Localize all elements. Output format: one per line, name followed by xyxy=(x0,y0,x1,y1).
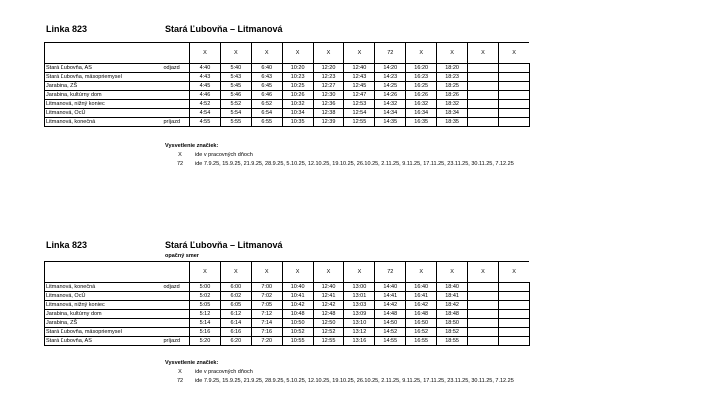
time-cell: 6:00 xyxy=(220,283,251,292)
time-cell xyxy=(468,283,499,292)
time-cell: 4:45 xyxy=(190,82,221,91)
time-cell xyxy=(468,64,499,73)
time-cell: 12:40 xyxy=(344,64,375,73)
time-cell: 10:32 xyxy=(282,100,313,109)
timetable-table xyxy=(44,261,530,346)
time-cell: 13:12 xyxy=(344,328,375,337)
legend xyxy=(165,360,514,387)
time-cell: 4:40 xyxy=(190,64,221,73)
time-cell: 5:02 xyxy=(190,292,221,301)
time-cell: 7:05 xyxy=(251,301,282,310)
stop-mark xyxy=(164,292,190,301)
table-row xyxy=(45,109,530,118)
time-cell xyxy=(498,82,529,91)
time-cell xyxy=(498,118,529,127)
time-cell: 10:41 xyxy=(282,292,313,301)
time-cell: 14:50 xyxy=(375,319,406,328)
time-cell: 16:48 xyxy=(406,310,437,319)
legend xyxy=(165,143,514,170)
stop-mark: odjazd xyxy=(164,64,190,73)
time-cell: 13:03 xyxy=(344,301,375,310)
table-row xyxy=(45,337,530,346)
time-cell: 5:54 xyxy=(220,109,251,118)
time-cell xyxy=(468,118,499,127)
time-cell: 12:47 xyxy=(344,91,375,100)
time-cell: 14:32 xyxy=(375,100,406,109)
direction-label: opačný smer xyxy=(165,253,199,259)
timetable-table xyxy=(44,42,530,127)
time-cell: 10:40 xyxy=(282,283,313,292)
route-title: Stará Ľubovňa – Litmanová xyxy=(165,24,283,34)
table-row xyxy=(45,100,530,109)
column-header: X xyxy=(251,43,282,64)
time-cell: 12:23 xyxy=(313,73,344,82)
legend-item xyxy=(165,377,514,386)
header-row xyxy=(45,43,530,64)
time-cell: 5:14 xyxy=(190,319,221,328)
time-cell: 12:55 xyxy=(344,118,375,127)
time-cell: 10:55 xyxy=(282,337,313,346)
legend-symbol: 72 xyxy=(176,378,184,385)
table-row xyxy=(45,118,530,127)
time-cell xyxy=(468,91,499,100)
time-cell: 14:20 xyxy=(375,64,406,73)
time-cell: 12:41 xyxy=(313,292,344,301)
time-cell: 6:05 xyxy=(220,301,251,310)
time-cell: 10:52 xyxy=(282,328,313,337)
time-cell: 12:38 xyxy=(313,109,344,118)
time-cell: 16:52 xyxy=(406,328,437,337)
column-header: X xyxy=(437,43,468,64)
header-stop-cell xyxy=(45,43,164,64)
table-row xyxy=(45,292,530,301)
legend-symbol: X xyxy=(178,369,182,375)
time-cell xyxy=(498,109,529,118)
time-cell: 18:23 xyxy=(437,73,468,82)
stop-mark xyxy=(164,328,190,337)
stop-name: Stará Ľubovňa, mäsopriemysel xyxy=(45,73,164,82)
time-cell: 16:34 xyxy=(406,109,437,118)
stop-name: Jarabina, kultúrny dom xyxy=(45,310,164,319)
time-cell: 18:34 xyxy=(437,109,468,118)
time-cell: 10:42 xyxy=(282,301,313,310)
table-row xyxy=(45,91,530,100)
time-cell: 4:43 xyxy=(190,73,221,82)
time-cell: 12:52 xyxy=(313,328,344,337)
time-cell: 18:55 xyxy=(437,337,468,346)
time-cell: 5:12 xyxy=(190,310,221,319)
time-cell: 12:42 xyxy=(313,301,344,310)
column-header: X xyxy=(251,262,282,283)
time-cell: 6:45 xyxy=(251,82,282,91)
time-cell: 14:25 xyxy=(375,82,406,91)
time-cell: 14:48 xyxy=(375,310,406,319)
time-cell xyxy=(468,109,499,118)
time-cell: 18:35 xyxy=(437,118,468,127)
time-cell xyxy=(468,337,499,346)
time-cell: 18:20 xyxy=(437,64,468,73)
time-cell: 12:27 xyxy=(313,82,344,91)
column-header: X xyxy=(498,262,529,283)
time-cell: 6:16 xyxy=(220,328,251,337)
time-cell: 10:35 xyxy=(282,118,313,127)
time-cell: 5:16 xyxy=(190,328,221,337)
time-cell xyxy=(498,301,529,310)
time-cell: 14:26 xyxy=(375,91,406,100)
table-row xyxy=(45,310,530,319)
stop-name: Jarabina, kultúrny dom xyxy=(45,91,164,100)
time-cell: 5:20 xyxy=(190,337,221,346)
stop-mark: príjazd xyxy=(164,337,190,346)
time-cell: 6:54 xyxy=(251,109,282,118)
header-mark-cell xyxy=(164,262,190,283)
stop-name: Litmanová, OcÚ xyxy=(45,109,164,118)
column-header: X xyxy=(190,262,221,283)
column-header: X xyxy=(220,43,251,64)
stop-mark xyxy=(164,91,190,100)
stop-name: Litmanová, konečná xyxy=(45,118,164,127)
time-cell: 16:26 xyxy=(406,91,437,100)
legend-title: Vysvetlenie značiek: xyxy=(165,360,219,366)
time-cell: 6:14 xyxy=(220,319,251,328)
time-cell xyxy=(468,319,499,328)
time-cell xyxy=(498,319,529,328)
time-cell: 14:34 xyxy=(375,109,406,118)
column-header: X xyxy=(437,262,468,283)
time-cell: 16:35 xyxy=(406,118,437,127)
time-cell: 18:42 xyxy=(437,301,468,310)
table-row xyxy=(45,328,530,337)
time-cell: 7:16 xyxy=(251,328,282,337)
stop-name: Litmanová, nižný koniec xyxy=(45,100,164,109)
time-cell: 14:23 xyxy=(375,73,406,82)
time-cell: 14:55 xyxy=(375,337,406,346)
table-row xyxy=(45,64,530,73)
time-cell: 4:52 xyxy=(190,100,221,109)
stop-name: Jarabina, ZŠ xyxy=(45,82,164,91)
time-cell: 7:02 xyxy=(251,292,282,301)
time-cell: 7:14 xyxy=(251,319,282,328)
time-cell: 16:55 xyxy=(406,337,437,346)
legend-text: ide 7.9.25, 15.9.25, 21.9.25, 28.9.25, 5.10.25, 12.10.25, 19.10.25, 26.10.25, 2.11.25, 9.11.25, 17.11.25, 23.11.25, 30.11.25, 7.12.25 xyxy=(195,378,514,385)
legend-item xyxy=(165,368,514,377)
column-header: X xyxy=(406,43,437,64)
stop-name: Stará Ľubovňa, AS xyxy=(45,64,164,73)
time-cell: 16:25 xyxy=(406,82,437,91)
time-cell: 4:54 xyxy=(190,109,221,118)
time-cell: 18:25 xyxy=(437,82,468,91)
legend-symbol: 72 xyxy=(176,161,184,168)
time-cell: 12:20 xyxy=(313,64,344,73)
time-cell: 16:32 xyxy=(406,100,437,109)
stop-mark xyxy=(164,319,190,328)
time-cell: 5:05 xyxy=(190,301,221,310)
table-row xyxy=(45,82,530,91)
time-cell: 13:01 xyxy=(344,292,375,301)
stop-name: Litmanová, OcÚ xyxy=(45,292,164,301)
column-header: X xyxy=(406,262,437,283)
time-cell: 4:46 xyxy=(190,91,221,100)
time-cell xyxy=(468,328,499,337)
stop-mark: príjazd xyxy=(164,118,190,127)
time-cell: 5:00 xyxy=(190,283,221,292)
header-mark-cell xyxy=(164,43,190,64)
legend-text: ide v pracovných dňoch xyxy=(195,152,253,158)
table-row xyxy=(45,319,530,328)
legend-item xyxy=(165,160,514,169)
time-cell: 5:45 xyxy=(220,82,251,91)
time-cell: 12:43 xyxy=(344,73,375,82)
time-cell: 18:50 xyxy=(437,319,468,328)
time-cell: 6:46 xyxy=(251,91,282,100)
time-cell xyxy=(468,301,499,310)
column-header: X xyxy=(313,43,344,64)
time-cell: 18:48 xyxy=(437,310,468,319)
time-cell: 10:34 xyxy=(282,109,313,118)
column-header: X xyxy=(220,262,251,283)
time-cell: 18:26 xyxy=(437,91,468,100)
column-header: X xyxy=(190,43,221,64)
column-header: X xyxy=(344,262,375,283)
time-cell: 16:20 xyxy=(406,64,437,73)
stop-mark xyxy=(164,100,190,109)
time-cell: 14:40 xyxy=(375,283,406,292)
table-row xyxy=(45,301,530,310)
time-cell: 12:53 xyxy=(344,100,375,109)
time-cell: 16:50 xyxy=(406,319,437,328)
time-cell: 16:42 xyxy=(406,301,437,310)
stop-name: Stará Ľubovňa, mäsopriemysel xyxy=(45,328,164,337)
stop-mark: odjazd xyxy=(164,283,190,292)
time-cell: 14:52 xyxy=(375,328,406,337)
time-cell: 18:32 xyxy=(437,100,468,109)
column-header: X xyxy=(498,43,529,64)
column-header: X xyxy=(468,43,499,64)
column-header: X xyxy=(282,43,313,64)
time-cell: 12:55 xyxy=(313,337,344,346)
stop-name: Jarabina, ZŠ xyxy=(45,319,164,328)
time-cell: 10:20 xyxy=(282,64,313,73)
column-header: 72 xyxy=(375,262,406,283)
table-row xyxy=(45,73,530,82)
time-cell: 7:00 xyxy=(251,283,282,292)
header-stop-cell xyxy=(45,262,164,283)
stop-name: Stará Ľubovňa, AS xyxy=(45,337,164,346)
time-cell: 16:41 xyxy=(406,292,437,301)
legend-item xyxy=(165,151,514,160)
time-cell: 12:39 xyxy=(313,118,344,127)
legend-title: Vysvetlenie značiek: xyxy=(165,143,219,149)
time-cell: 7:20 xyxy=(251,337,282,346)
column-header: X xyxy=(468,262,499,283)
time-cell: 13:16 xyxy=(344,337,375,346)
time-cell xyxy=(468,292,499,301)
time-cell: 14:41 xyxy=(375,292,406,301)
time-cell: 12:54 xyxy=(344,109,375,118)
stop-mark xyxy=(164,82,190,91)
time-cell: 13:00 xyxy=(344,283,375,292)
time-cell: 12:36 xyxy=(313,100,344,109)
stop-mark xyxy=(164,109,190,118)
time-cell: 14:35 xyxy=(375,118,406,127)
time-cell: 6:52 xyxy=(251,100,282,109)
route-title: Stará Ľubovňa – Litmanová xyxy=(165,240,283,250)
time-cell: 6:40 xyxy=(251,64,282,73)
time-cell: 4:55 xyxy=(190,118,221,127)
time-cell: 10:48 xyxy=(282,310,313,319)
time-cell: 13:10 xyxy=(344,319,375,328)
time-cell xyxy=(468,73,499,82)
legend-text: ide v pracovných dňoch xyxy=(195,369,253,375)
legend-text: ide 7.9.25, 15.9.25, 21.9.25, 28.9.25, 5.10.25, 12.10.25, 19.10.25, 26.10.25, 2.11.25, 9.11.25, 17.11.25, 23.11.25, 30.11.25, 7.12.25 xyxy=(195,161,514,168)
time-cell: 5:52 xyxy=(220,100,251,109)
time-cell: 6:12 xyxy=(220,310,251,319)
time-cell: 16:23 xyxy=(406,73,437,82)
time-cell: 12:30 xyxy=(313,91,344,100)
time-cell: 18:41 xyxy=(437,292,468,301)
time-cell xyxy=(498,337,529,346)
time-cell xyxy=(498,64,529,73)
column-header: X xyxy=(313,262,344,283)
time-cell: 5:40 xyxy=(220,64,251,73)
stop-mark xyxy=(164,73,190,82)
time-cell: 5:43 xyxy=(220,73,251,82)
time-cell: 16:40 xyxy=(406,283,437,292)
time-cell xyxy=(468,100,499,109)
time-cell xyxy=(498,310,529,319)
legend-symbol: X xyxy=(178,152,182,158)
stop-mark xyxy=(164,301,190,310)
time-cell: 10:23 xyxy=(282,73,313,82)
header-row xyxy=(45,262,530,283)
stop-name: Litmanová, nižný koniec xyxy=(45,301,164,310)
stop-mark xyxy=(164,310,190,319)
column-header: 72 xyxy=(375,43,406,64)
time-cell: 13:09 xyxy=(344,310,375,319)
column-header: X xyxy=(344,43,375,64)
time-cell: 5:55 xyxy=(220,118,251,127)
time-cell: 12:48 xyxy=(313,310,344,319)
time-cell: 6:02 xyxy=(220,292,251,301)
time-cell: 12:40 xyxy=(313,283,344,292)
time-cell: 10:50 xyxy=(282,319,313,328)
time-cell: 6:43 xyxy=(251,73,282,82)
column-header: X xyxy=(282,262,313,283)
line-title: Linka 823 xyxy=(46,240,88,250)
time-cell: 6:55 xyxy=(251,118,282,127)
time-cell: 14:42 xyxy=(375,301,406,310)
stop-name: Litmanová, konečná xyxy=(45,283,164,292)
time-cell xyxy=(498,91,529,100)
time-cell: 12:50 xyxy=(313,319,344,328)
line-title: Linka 823 xyxy=(46,24,88,34)
time-cell: 18:52 xyxy=(437,328,468,337)
time-cell xyxy=(468,82,499,91)
time-cell: 7:12 xyxy=(251,310,282,319)
table-row xyxy=(45,283,530,292)
time-cell: 6:20 xyxy=(220,337,251,346)
time-cell xyxy=(498,283,529,292)
time-cell xyxy=(468,310,499,319)
time-cell xyxy=(498,100,529,109)
time-cell xyxy=(498,73,529,82)
time-cell: 12:45 xyxy=(344,82,375,91)
time-cell: 10:26 xyxy=(282,91,313,100)
time-cell xyxy=(498,292,529,301)
time-cell xyxy=(498,328,529,337)
time-cell: 18:40 xyxy=(437,283,468,292)
time-cell: 10:25 xyxy=(282,82,313,91)
time-cell: 5:46 xyxy=(220,91,251,100)
